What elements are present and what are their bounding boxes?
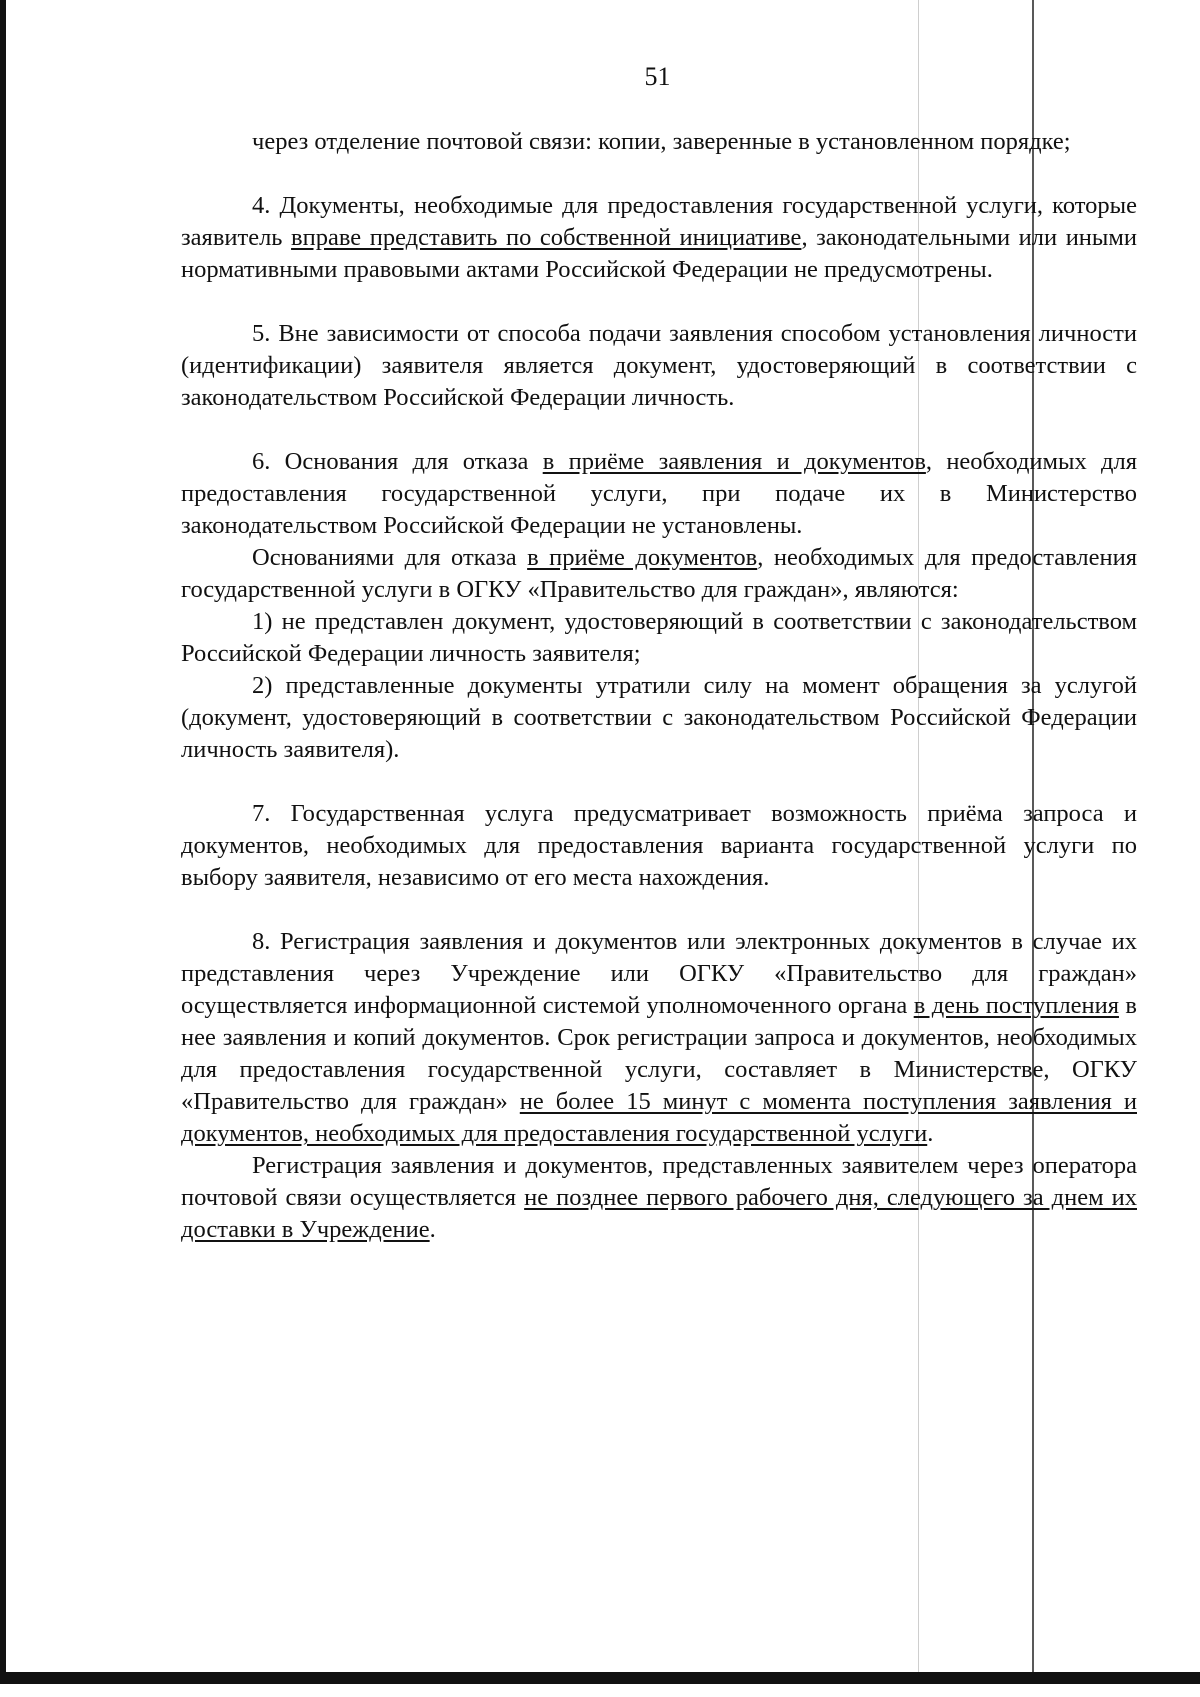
paragraph-text: , необходимых для предоставления государственной услуги в ОГКУ «Правительство для граждан», являются: <box>181 544 1137 603</box>
paragraph-6-refusal-grounds <box>181 446 1137 542</box>
paragraph-text: 1) не представлен документ, удостоверяющий в соответствии с законодательством Российской Федерации личность заявителя; <box>181 608 1137 667</box>
paragraph-text: 2) представленные документы утратили силу на момент обращения за услугой (документ, удостоверяющий в соответствии с законодательством Российской Федерации личность заявителя). <box>181 672 1137 763</box>
underlined-phrase: в приёме документов <box>527 544 758 571</box>
document-body <box>181 126 1137 1246</box>
scan-bottom-edge <box>0 1672 1200 1684</box>
list-item-1 <box>181 606 1137 670</box>
page-number: 51 <box>644 62 671 91</box>
paragraph-text: 6. Основания для отказа <box>252 448 543 475</box>
paragraph-text: 5. Вне зависимости от способа подачи заявления способом установления личности (идентификации) заявителя является документ, удостоверяющий в соответствии с законодательством Российской Федерации личность. <box>181 320 1137 411</box>
paragraph-text: 4. Документы, необходимые для предоставления государственной услуги, которые заявитель <box>181 192 1137 251</box>
underlined-phrase: не позднее первого рабочего дня, следующего за днем их доставки в Учреждение <box>181 1184 1137 1243</box>
paragraph-postal-registration <box>181 1150 1137 1246</box>
paragraph-text: . <box>927 1120 934 1147</box>
paragraph-text: 7. Государственная услуга предусматривает возможность приёма запроса и документов, необходимых для предоставления варианта государственной услуги по выбору заявителя, независимо от его места нахождения. <box>181 800 1137 891</box>
paragraph-refusal-ogku <box>181 542 1137 606</box>
underlined-phrase: не более 15 минут с момента поступления заявления и документов, необходимых для предоставления государственной услуги <box>181 1088 1137 1147</box>
paragraph-text: Основаниями для отказа <box>252 544 528 571</box>
paragraph-5-identification <box>181 318 1137 414</box>
paragraph-7-extraterritorial <box>181 798 1137 894</box>
paragraph-postal-copies <box>181 126 1137 158</box>
paragraph-4-documents <box>181 190 1137 286</box>
scan-left-edge <box>0 0 6 1682</box>
paragraph-8-registration <box>181 926 1137 1150</box>
underlined-phrase: в день поступления <box>913 992 1119 1019</box>
paragraph-text: Регистрация заявления и документов, представленных заявителем через оператора почтовой связи осуществляется <box>181 1152 1137 1211</box>
paragraph-text: через отделение почтовой связи: копии, заверенные в установленном порядке; <box>252 128 1071 155</box>
list-item-2 <box>181 670 1137 766</box>
paragraph-text: 8. Регистрация заявления и документов или электронных документов в случае их представления через Учреждение или ОГКУ «Правительство для граждан» осуществляется информационной системой уполномоченного органа <box>181 928 1137 1019</box>
paragraph-text: в нее заявления и копий документов. Срок регистрации запроса и документов, необходимых для предоставления государственной услуги, составляет в Министерстве, ОГКУ «Правительство для граждан» <box>181 992 1137 1115</box>
paragraph-text: , необходимых для предоставления государственной услуги, при подаче их в Министерство законодательством Российской Федерации не установлены. <box>181 448 1138 539</box>
underlined-phrase: в приёме заявления и документов <box>542 448 926 475</box>
paragraph-text: , законодательными или иными нормативными правовыми актами Российской Федерации не предусмотрены. <box>181 224 1137 283</box>
paragraph-text: . <box>429 1216 436 1243</box>
underlined-phrase: вправе представить по собственной инициативе <box>291 224 802 251</box>
